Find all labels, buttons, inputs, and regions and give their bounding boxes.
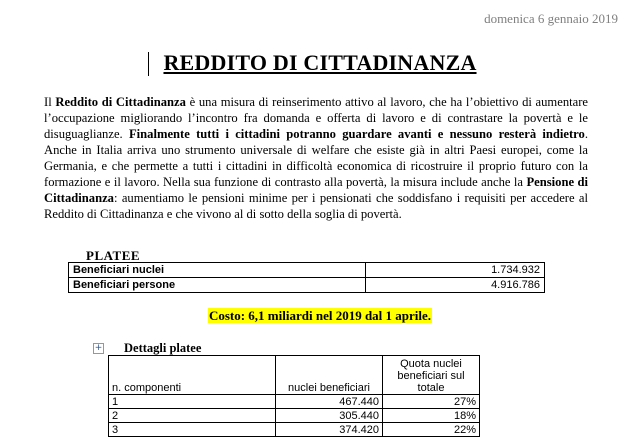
cost-highlight: Costo: 6,1 miliardi nel 2019 dal 1 aprile.: [208, 308, 432, 323]
platee-table: [68, 262, 545, 293]
table-move-handle-icon[interactable]: +: [94, 343, 103, 353]
cost-line: [0, 307, 640, 325]
table-cell: 305.440: [276, 409, 383, 423]
table-cell: Beneficiari nuclei: [69, 263, 366, 278]
table-cell: 4.916.786: [366, 278, 545, 293]
table-header-cell: nuclei beneficiari: [276, 356, 383, 395]
table-row: [109, 423, 480, 437]
table-cell: 18%: [383, 409, 480, 423]
dettagli-table: [108, 355, 480, 437]
table-cell: 2: [109, 409, 276, 423]
table-cell: 3: [109, 423, 276, 437]
table-cell: 1: [109, 395, 276, 409]
platee-heading: PLATEE: [86, 248, 141, 263]
dettagli-heading: Dettagli platee: [124, 341, 202, 355]
text-cursor: [148, 52, 149, 76]
paragraph-run: Il: [44, 95, 56, 109]
table-row: [109, 409, 480, 423]
paragraph-run-bold: Pensione di Cittadinanza: [44, 175, 588, 205]
table-cell: 467.440: [276, 395, 383, 409]
table-cell: 1.734.932: [366, 263, 545, 278]
table-row: [69, 263, 545, 278]
table-header-cell: n. componenti: [109, 356, 276, 395]
table-row: [69, 278, 545, 293]
paragraph-run-bold: Reddito di Cittadinanza: [55, 95, 186, 109]
paragraph-run: : aumentiamo le pensioni minime per i pensionati che soddisfano i requisiti per accedere al Reddito di Cittadinanza e che vivono al di sotto della soglia di povertà.: [44, 191, 588, 221]
table-header-cell: Quota nuclei beneficiari sul totale: [383, 356, 480, 395]
document-date: domenica 6 gennaio 2019: [484, 11, 618, 26]
paragraph-run: . Anche in Italia arriva uno strumento universale di welfare che esiste già in altri Paesi europei, come la Germania, e che permette a tutti i cittadini in difficoltà economica di ricostruire il proprio futuro con la formazione e il lavoro. Nella sua funzione di contrasto alla povertà, la misura include anche la: [44, 127, 589, 189]
intro-paragraph: [44, 94, 588, 222]
paragraph-run: è una misura di reinserimento attivo al lavoro, che ha l’obiettivo di aumentare l’occupazione migliorando l’incontro fra domanda e offerta di lavoro e di contrastare la povertà e le disuguaglianze.: [44, 95, 588, 141]
table-cell: 27%: [383, 395, 480, 409]
table-header-row: [109, 356, 480, 395]
table-cell: 22%: [383, 423, 480, 437]
table-row: [109, 395, 480, 409]
document-title: REDDITO DI CITTADINANZA: [163, 50, 477, 75]
table-cell: 374.420: [276, 423, 383, 437]
paragraph-run-bold: Finalmente tutti i cittadini potranno guardare avanti e nessuno resterà indietro: [128, 127, 585, 141]
table-cell: Beneficiari persone: [69, 278, 366, 293]
